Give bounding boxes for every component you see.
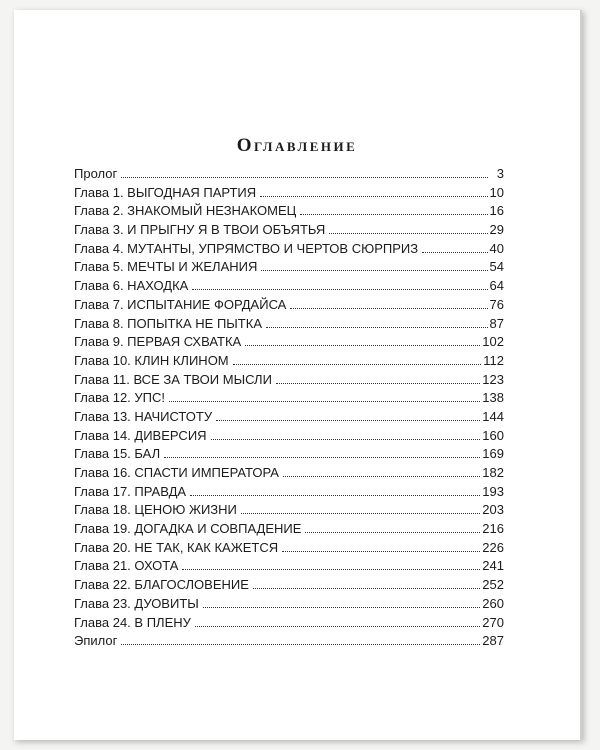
toc-entry-label: Глава 16. СПАСТИ ИМПЕРАТОРА xyxy=(74,465,279,480)
toc-entry-page: 270 xyxy=(482,614,504,630)
dot-leader xyxy=(261,260,487,271)
toc-entry-page: 64 xyxy=(489,278,504,294)
toc-entry xyxy=(74,221,504,240)
dot-leader xyxy=(182,559,480,570)
toc-entry-page: 160 xyxy=(482,427,504,443)
toc-entry xyxy=(74,371,504,390)
toc-entry-page: 252 xyxy=(482,577,504,593)
toc-entry-label: Глава 8. ПОПЫТКА НЕ ПЫТКА xyxy=(74,315,262,331)
dot-leader xyxy=(211,429,481,440)
toc-entry-page: 241 xyxy=(482,558,504,574)
toc-entry-page: 287 xyxy=(482,633,504,649)
toc-entry-page: 182 xyxy=(482,465,504,480)
toc-entry xyxy=(74,258,504,277)
dot-leader xyxy=(121,167,488,178)
toc-entry xyxy=(74,165,504,184)
toc-entry-label: Эпилог xyxy=(74,633,118,649)
toc-entry-page: 169 xyxy=(482,446,504,462)
toc-entry xyxy=(74,277,504,296)
toc-entry xyxy=(74,315,504,334)
toc-entry xyxy=(74,632,504,651)
toc-entry-page: 3 xyxy=(496,166,504,181)
dot-leader xyxy=(266,317,488,328)
toc-entry xyxy=(74,520,504,539)
toc-entry-page: 144 xyxy=(482,408,504,424)
toc-entry-page: 10 xyxy=(489,184,504,200)
toc-entry-label: Глава 5. МЕЧТЫ И ЖЕЛАНИЯ xyxy=(74,259,258,275)
toc-entry-page: 216 xyxy=(482,521,504,537)
toc-entry-page: 102 xyxy=(482,334,504,350)
toc-entry-label: Глава 24. В ПЛЕНУ xyxy=(74,614,191,630)
dot-leader xyxy=(192,279,487,290)
dot-leader xyxy=(253,578,480,589)
toc-entry-label: Глава 1. ВЫГОДНАЯ ПАРТИЯ xyxy=(74,184,257,200)
dot-leader xyxy=(169,391,480,402)
toc-entry xyxy=(74,202,504,221)
toc-entry xyxy=(74,445,504,464)
toc-entry-page: 16 xyxy=(489,203,504,219)
book-page xyxy=(14,10,582,740)
toc-entry xyxy=(74,576,504,595)
dot-leader xyxy=(164,447,480,458)
toc-entry-label: Глава 18. ЦЕНОЮ ЖИЗНИ xyxy=(74,502,237,518)
toc-entry-label: Глава 2. ЗНАКОМЫЙ НЕЗНАКОМЕЦ xyxy=(74,203,297,219)
table-of-contents xyxy=(74,165,504,651)
toc-entry xyxy=(74,614,504,633)
toc-entry-label: Глава 15. БАЛ xyxy=(74,446,161,462)
toc-entry-page: 112 xyxy=(483,352,504,368)
toc-entry-label: Глава 3. И ПРЫГНУ Я В ТВОИ ОБЪЯТЬЯ xyxy=(74,222,326,238)
toc-entry-label: Глава 22. БЛАГОСЛОВЕНИЕ xyxy=(74,577,249,593)
toc-entry-label: Глава 9. ПЕРВАЯ СХВАТКА xyxy=(74,334,242,350)
dot-leader xyxy=(300,204,487,215)
toc-entry-label: Глава 4. МУТАНТЫ, УПРЯМСТВО И ЧЕРТОВ СЮРПРИЗ xyxy=(74,240,419,256)
toc-entry xyxy=(74,296,504,315)
dot-leader xyxy=(283,466,480,477)
toc-entry xyxy=(74,389,504,408)
dot-leader xyxy=(121,634,480,645)
toc-entry-page: 226 xyxy=(482,539,504,555)
dot-leader xyxy=(216,410,480,421)
toc-entry xyxy=(74,427,504,446)
toc-entry-label: Глава 11. ВСЕ ЗА ТВОИ МЫСЛИ xyxy=(74,371,272,387)
toc-entry-label: Глава 23. ДУОВИТЫ xyxy=(74,595,199,611)
toc-entry-label: Глава 12. УПС! xyxy=(74,390,166,406)
toc-entry xyxy=(74,501,504,520)
toc-entry xyxy=(74,408,504,427)
toc-entry-label: Глава 17. ПРАВДА xyxy=(74,483,187,499)
toc-entry-page: 203 xyxy=(482,502,504,518)
dot-leader xyxy=(276,373,480,384)
toc-entry-page: 29 xyxy=(489,222,504,238)
toc-entry xyxy=(74,240,504,259)
dot-leader xyxy=(233,354,482,365)
toc-entry-label: Глава 21. ОХОТА xyxy=(74,558,179,574)
toc-entry xyxy=(74,333,504,352)
toc-entry-label: Глава 7. ИСПЫТАНИЕ ФОРДАЙСА xyxy=(74,296,287,312)
toc-entry-page: 260 xyxy=(482,595,504,611)
toc-entry xyxy=(74,539,504,558)
toc-entry-page: 54 xyxy=(489,259,504,275)
toc-entry-label: Глава 14. ДИВЕРСИЯ xyxy=(74,427,207,443)
toc-entry-label: Глава 20. НЕ ТАК, КАК КАЖЕТСЯ xyxy=(74,539,279,555)
toc-entry-label: Глава 10. КЛИН КЛИНОМ xyxy=(74,352,229,368)
dot-leader xyxy=(260,186,487,197)
toc-entry-label: Глава 19. ДОГАДКА И СОВПАДЕНИЕ xyxy=(74,521,302,537)
toc-entry-page: 138 xyxy=(482,390,504,406)
toc-entry-label: Глава 13. НАЧИСТОТУ xyxy=(74,408,213,424)
dot-leader xyxy=(290,298,487,309)
toc-entry-page: 123 xyxy=(482,371,504,387)
toc-entry xyxy=(74,464,504,483)
toc-entry xyxy=(74,184,504,203)
toc-entry-page: 40 xyxy=(489,240,504,256)
dot-leader xyxy=(241,503,480,514)
toc-entry-page: 193 xyxy=(482,483,504,499)
dot-leader xyxy=(245,335,480,346)
dot-leader xyxy=(305,522,480,533)
toc-entry-label: Пролог xyxy=(74,166,118,181)
dot-leader xyxy=(190,485,480,496)
dot-leader xyxy=(203,597,481,608)
toc-entry-page: 87 xyxy=(489,315,504,331)
toc-entry xyxy=(74,483,504,502)
toc-entry-label: Глава 6. НАХОДКА xyxy=(74,278,189,294)
dot-leader xyxy=(195,616,480,627)
dot-leader xyxy=(329,223,487,234)
toc-entry-page: 76 xyxy=(489,296,504,312)
dot-leader xyxy=(282,541,480,552)
toc-entry xyxy=(74,352,504,371)
toc-entry xyxy=(74,595,504,614)
toc-entry xyxy=(74,557,504,576)
toc-heading: Оглавление xyxy=(236,134,358,156)
dot-leader xyxy=(422,242,487,253)
